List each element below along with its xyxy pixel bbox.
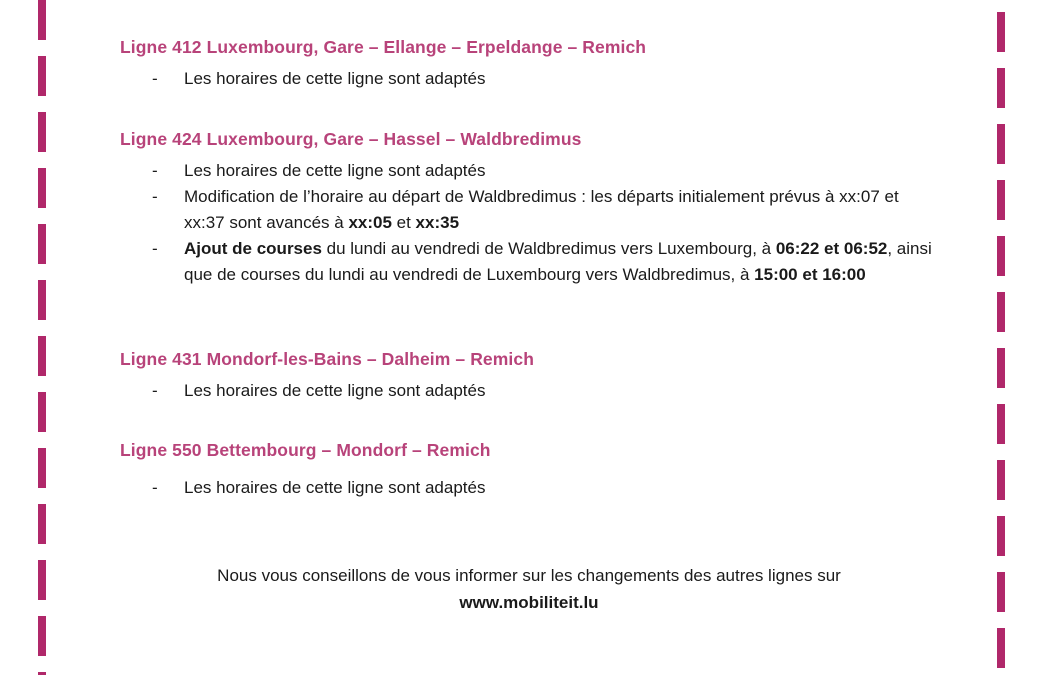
list-item — [120, 158, 940, 184]
section-heading: Ligne 550 Bettembourg – Mondorf – Remich — [120, 440, 491, 460]
list-item — [120, 66, 940, 92]
section-heading: Ligne 424 Luxembourg, Gare – Hassel – Waldbredimus — [120, 129, 582, 149]
list-item — [120, 236, 940, 288]
footer-text: Nous vous conseillons de vous informer sur les changements des autres lignes sur — [217, 566, 841, 585]
item-text: Les horaires de cette ligne sont adaptés — [184, 478, 486, 497]
item-text: , ainsi que de courses du lundi au vendredi de Luxembourg vers Waldbredimus, à — [184, 239, 932, 284]
item-list — [120, 378, 940, 404]
item-text: Modification de l’horaire au départ de Waldbredimus : les départs initialement prévus à xx:07 et xx:37 sont avancés à — [184, 187, 899, 232]
bullet-dash: - — [152, 69, 158, 88]
item-bold-text: Ajout de courses — [184, 239, 322, 258]
section-line-424 — [120, 129, 940, 288]
item-list — [120, 475, 940, 501]
section-heading: Ligne 431 Mondorf-les-Bains – Dalheim – Remich — [120, 349, 535, 369]
section-heading: Ligne 412 Luxembourg, Gare – Ellange – Erpeldange – Remich — [120, 37, 647, 57]
item-list — [120, 158, 940, 288]
item-bold-time: xx:35 — [415, 213, 460, 232]
list-item — [120, 475, 940, 501]
bullet-dash: - — [152, 478, 158, 497]
item-bold-time: 15:00 et 16:00 — [754, 265, 866, 284]
bullet-dash: - — [152, 187, 158, 206]
section-line-431 — [120, 349, 940, 404]
item-text: du lundi au vendredi de Waldbredimus vers Luxembourg, à — [321, 239, 776, 258]
item-text: Les horaires de cette ligne sont adaptés — [184, 381, 486, 400]
section-line-412 — [120, 37, 940, 92]
item-text: Les horaires de cette ligne sont adaptés — [184, 69, 486, 88]
item-list — [120, 66, 940, 92]
item-bold-time: 06:22 et 06:52 — [775, 239, 888, 258]
item-text: Les horaires de cette ligne sont adaptés — [184, 161, 486, 180]
list-item — [120, 378, 940, 404]
bullet-dash: - — [152, 239, 158, 258]
section-line-550 — [120, 440, 940, 501]
item-bold-time: xx:05 — [348, 213, 392, 232]
bullet-dash: - — [152, 381, 158, 400]
list-item — [120, 184, 940, 236]
footer-note — [0, 562, 1058, 616]
bullet-dash: - — [152, 161, 158, 180]
footer-url-link[interactable]: www.mobiliteit.lu — [459, 593, 599, 612]
item-text: et — [391, 213, 416, 232]
